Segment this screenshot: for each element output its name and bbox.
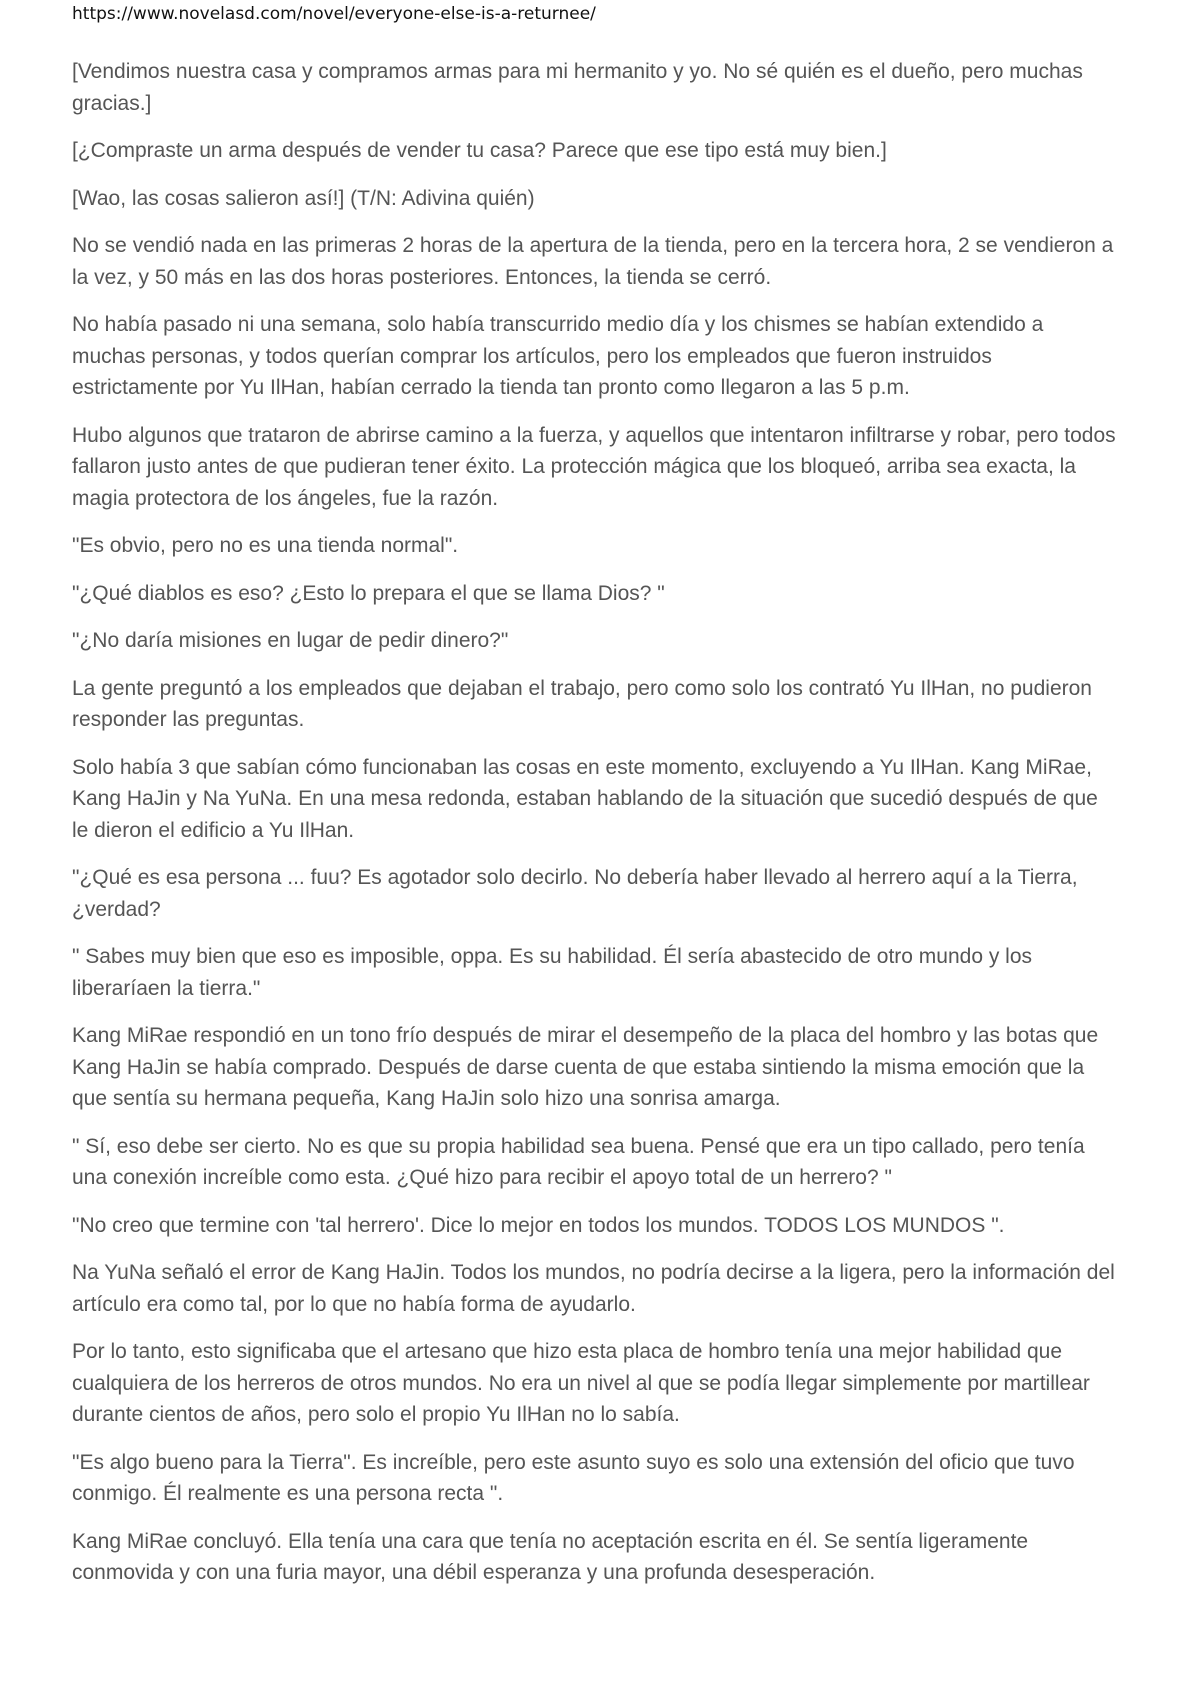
paragraph: Kang MiRae concluyó. Ella tenía una cara que tenía no aceptación escrita en él. Se sentía ligeramente conmovida y con una furia mayor, una débil esperanza y una profunda desesperación. — [72, 1529, 1029, 1584]
paragraph: Kang MiRae respondió en un tono frío después de mirar el desempeño de la placa del hombro y las botas que Kang HaJin se había comprado. Después de darse cuenta de que estaba sintiendo la misma emoción que la que sentía su hermana pequeña, Kang HaJin solo hizo una sonrisa amarga. — [72, 1024, 1099, 1110]
paragraph: Solo había 3 que sabían cómo funcionaban las cosas en este momento, excluyendo a Yu IlHan. Kang MiRae, Kang HaJin y Na YuNa. En una mesa redonda, estaban hablando de la situación que sucedió después de que le dieron el edificio a Yu IlHan. — [72, 755, 1098, 842]
paragraph: [Wao, las cosas salieron así!] (T/N: Adivina quién) — [72, 186, 535, 210]
paragraph: "Es obvio, pero no es una tienda normal". — [72, 534, 459, 557]
paragraph: [¿Compraste un arma después de vender tu casa? Parece que ese tipo está muy bien.] — [72, 139, 887, 162]
paragraph: " Sí, eso debe ser cierto. No es que su propia habilidad sea buena. Pensé que era un tipo callado, pero tenía una conexión increíble como esta. ¿Qué hizo para recibir el apoyo total de un herrero? " — [72, 1134, 1085, 1189]
paragraph: Na YuNa señaló el error de Kang HaJin. Todos los mundos, no podría decirse a la ligera, pero la información del artículo era como tal, por lo que no había forma de ayudarlo. — [72, 1261, 1115, 1316]
paragraph: Por lo tanto, esto significaba que el artesano que hizo esta placa de hombro tenía una mejor habilidad que cualquiera de los herreros de otros mundos. No era un nivel al que se podía llegar simplemente por martillear durante cientos de años, pero solo el propio Yu IlHan no lo sabía. — [72, 1340, 1090, 1426]
paragraph: Hubo algunos que trataron de abrirse camino a la fuerza, y aquellos que intentaron infiltrarse y robar, pero todos fallaron justo antes de que pudieran tener éxito. La protección mágica que los bloqueó, arriba sea exacta, la magia protectora de los ángeles, fue la razón. — [72, 423, 1116, 510]
paragraph: " Sabes muy bien que eso es imposible, oppa. Es su habilidad. Él sería abastecido de otro mundo y los liberaríaen la tierra." — [72, 945, 1033, 1000]
chapter-text — [72, 56, 1120, 1605]
paragraph: "¿Qué diablos es eso? ¿Esto lo prepara el que se llama Dios? " — [72, 581, 665, 605]
page-url-header: https://www.novelasd.com/novel/everyone-else-is-a-returnee/ — [72, 4, 596, 24]
paragraph: "Es algo bueno para la Tierra". Es increíble, pero este asunto suyo es solo una extensión del oficio que tuvo conmigo. Él realmente es una persona recta ". — [72, 1450, 1075, 1505]
paragraph: "No creo que termine con 'tal herrero'. Dice lo mejor en todos los mundos. TODOS LOS MUNDOS ". — [72, 1213, 1005, 1237]
paragraph: "¿Qué es esa persona ... fuu? Es agotador solo decirlo. No debería haber llevado al herrero aquí a la Tierra, ¿verdad? — [72, 866, 1078, 921]
paragraph: No había pasado ni una semana, solo había transcurrido medio día y los chismes se habían extendido a muchas personas, y todos querían comprar los artículos, pero los empleados que fueron instruidos estrictamente por Yu IlHan, habían cerrado la tienda tan pronto como llegaron a las 5 p.m. — [72, 313, 1044, 399]
paragraph: [Vendimos nuestra casa y compramos armas para mi hermanito y yo. No sé quién es el dueño, pero muchas gracias.] — [72, 60, 1083, 115]
paragraph: "¿No daría misiones en lugar de pedir dinero?" — [72, 629, 509, 652]
paragraph: La gente preguntó a los empleados que dejaban el trabajo, pero como solo los contrató Yu IlHan, no pudieron responder las preguntas. — [72, 676, 1092, 731]
paragraph: No se vendió nada en las primeras 2 horas de la apertura de la tienda, pero en la tercera hora, 2 se vendieron a la vez, y 50 más en las dos horas posteriores. Entonces, la tienda se cerró. — [72, 234, 1114, 289]
